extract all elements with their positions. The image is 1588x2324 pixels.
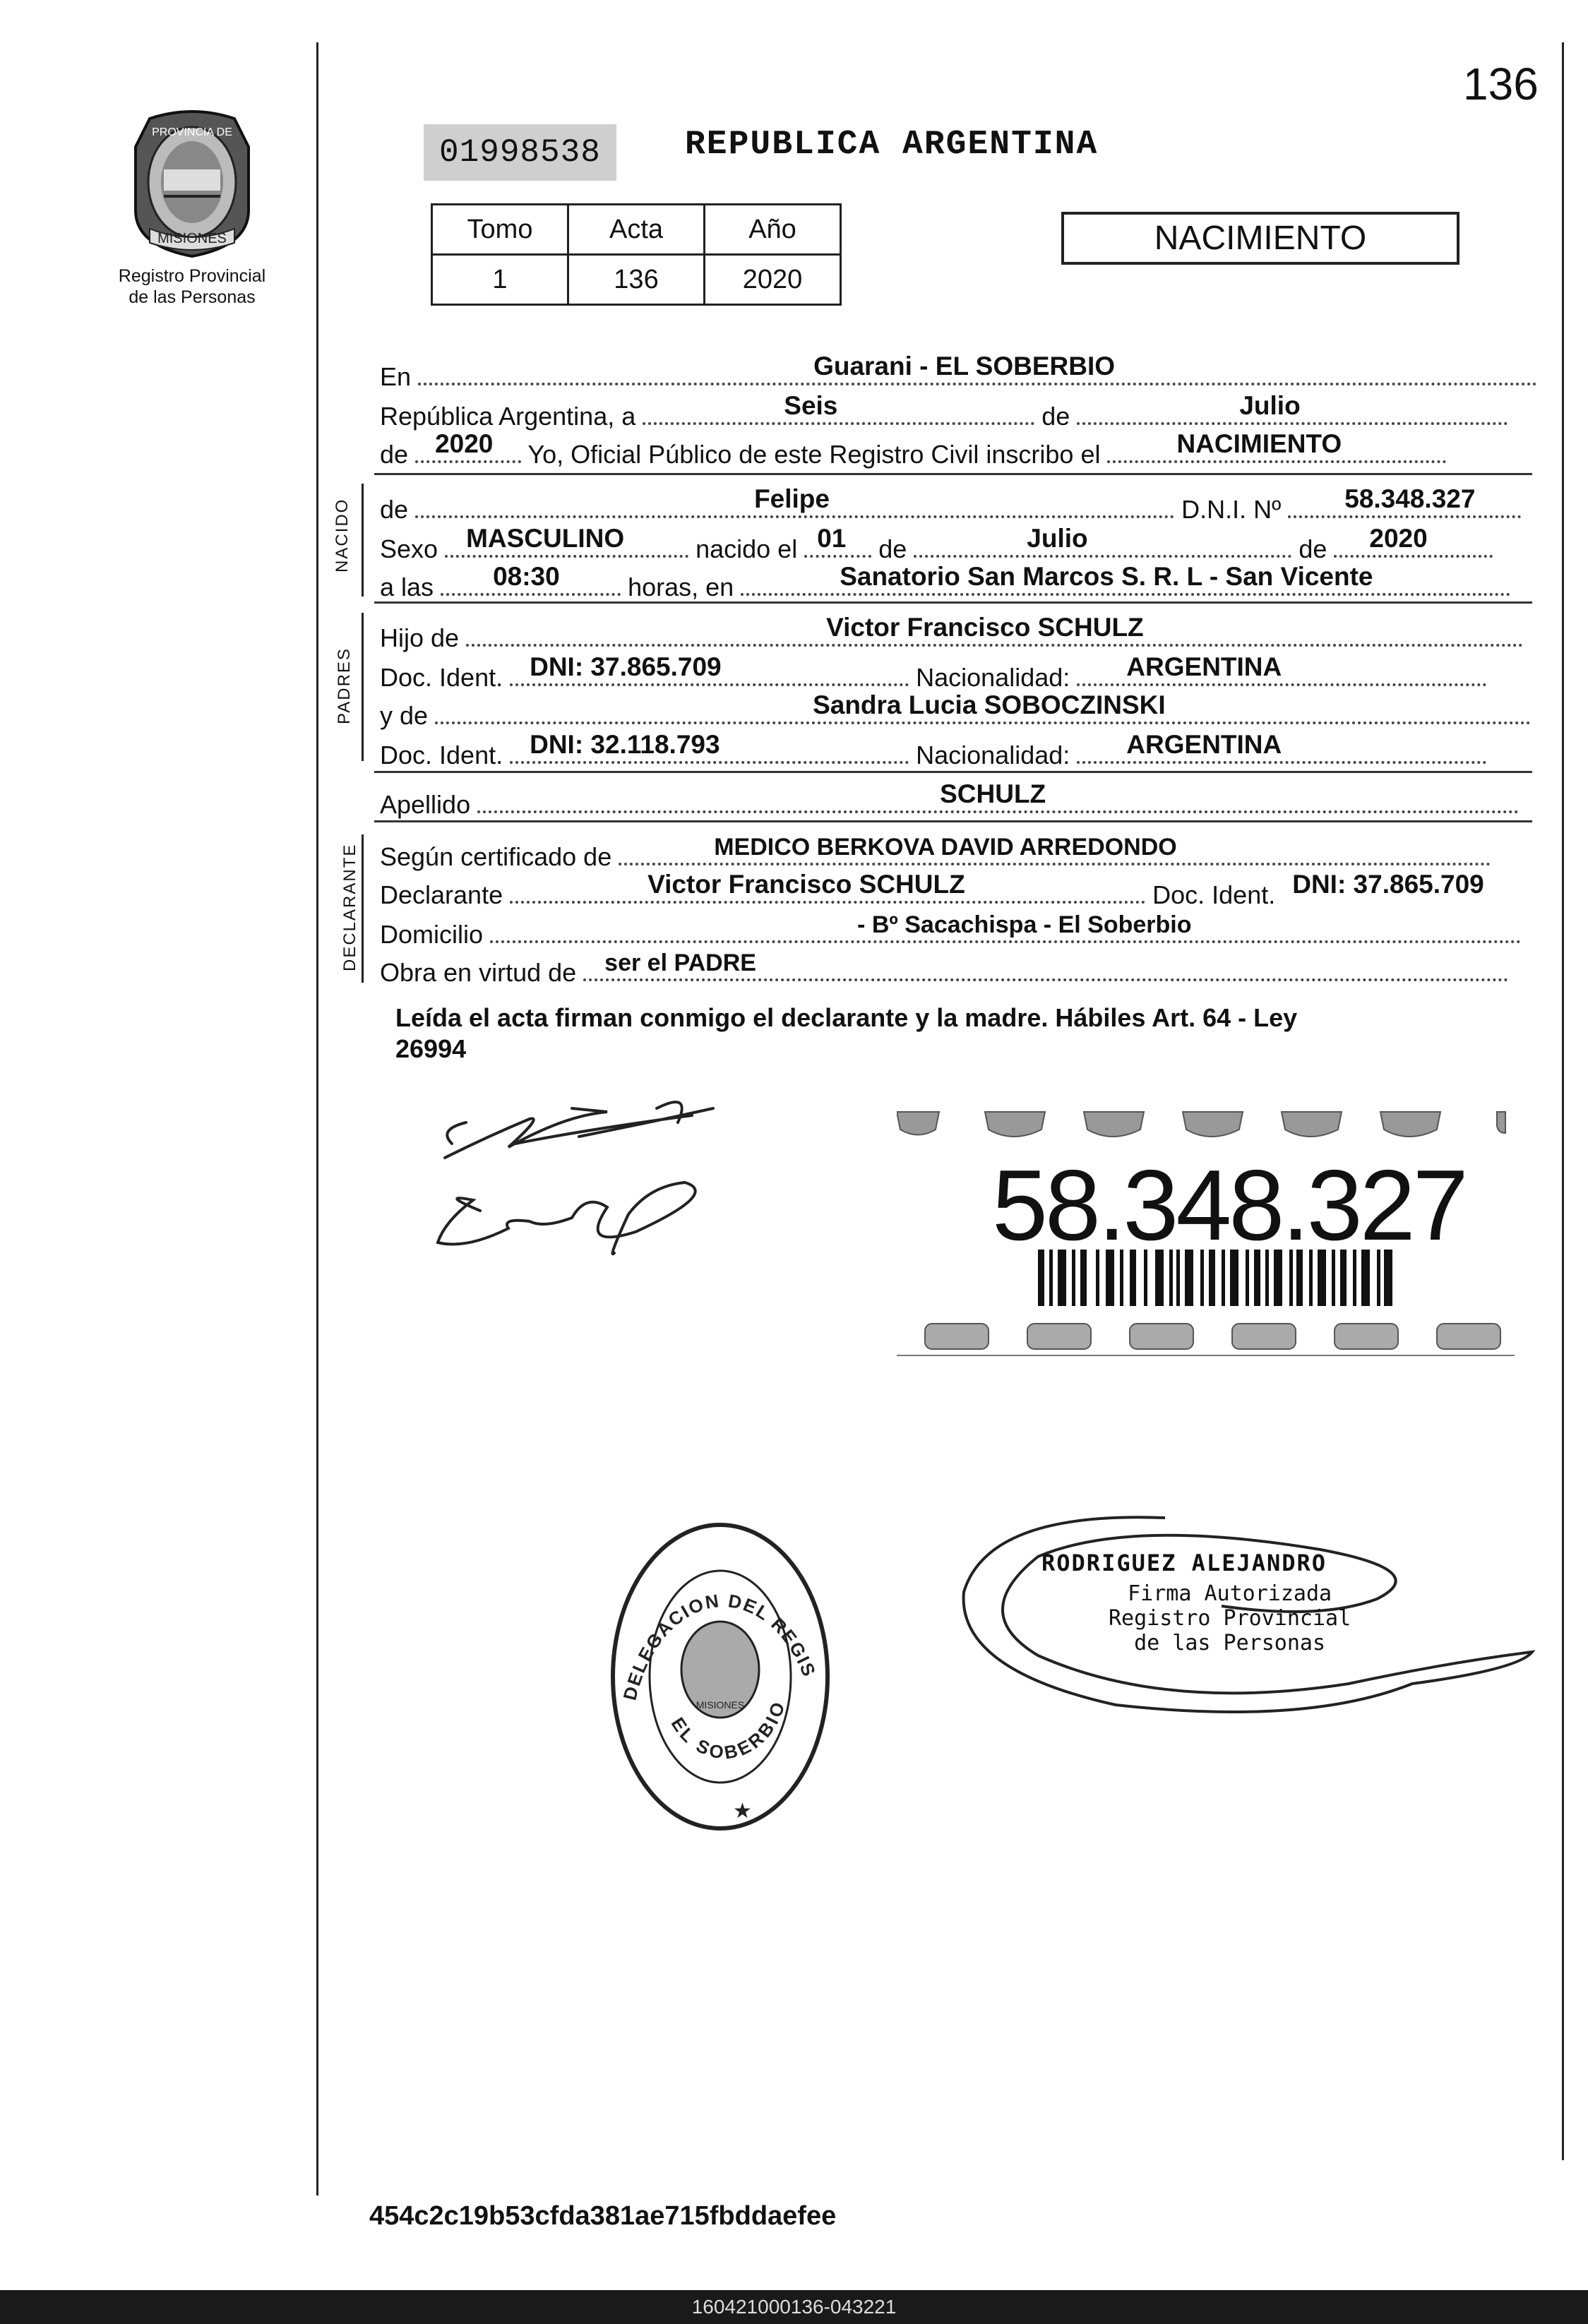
right-margin-rule (1562, 42, 1564, 2160)
field-surname (477, 779, 1519, 813)
value-birth-year: 2020 (1369, 524, 1428, 553)
registry-label-line1: Registro Provincial (118, 266, 266, 286)
seal-bottom-text: EL SOBERBIO (667, 1696, 790, 1763)
value-capacity: ser el PADRE (604, 950, 756, 976)
row-certificate (380, 834, 1491, 872)
official-name: RODRIGUEZ ALEJANDRO (1041, 1550, 1327, 1576)
act-table-header: Acta (568, 205, 705, 255)
row-surname (380, 779, 1519, 820)
row-father-doc (380, 652, 1486, 693)
row-declarant (380, 870, 1494, 910)
official-stamp-text (1109, 1581, 1351, 1655)
serial-number: 01998538 (424, 124, 616, 181)
value-father-doc: DNI: 37.865.709 (530, 652, 722, 681)
row-year (380, 429, 1446, 469)
seal-top-text: DELEGACION DEL REGIS (619, 1590, 820, 1703)
side-label-nacido: NACIDO (333, 498, 352, 573)
label-republica: República Argentina, a (380, 402, 636, 431)
dni-sticker (897, 1105, 1515, 1359)
row-place (380, 352, 1537, 392)
value-declarant: Victor Francisco SCHULZ (647, 870, 965, 899)
field-place (418, 352, 1537, 385)
field-declarant (510, 870, 1145, 904)
divider (374, 820, 1532, 822)
value-name: Felipe (754, 484, 830, 513)
official-stamp (953, 1500, 1560, 1733)
value-father: Victor Francisco SCHULZ (826, 613, 1144, 642)
field-declarant-doc (1282, 870, 1494, 904)
divider (374, 473, 1532, 475)
value-act: NACIMIENTO (1176, 429, 1342, 458)
divider (374, 601, 1532, 604)
field-father-nat (1077, 652, 1486, 686)
act-table-header: Año (705, 205, 841, 255)
signatures (424, 1087, 748, 1271)
field-day (643, 391, 1034, 425)
label-segun: Según certificado de (380, 842, 612, 871)
field-birth-month (914, 524, 1291, 558)
closing-line-1: Leída el acta firman conmigo el declarante y la madre. Hábiles Art. 64 - Ley (395, 1003, 1298, 1032)
field-capacity (583, 950, 1508, 981)
value-mother-doc: DNI: 32.118.793 (530, 730, 720, 759)
misiones-emblem (121, 104, 263, 261)
label-en: En (380, 362, 412, 391)
label-de: de (878, 534, 907, 563)
label-oficial: Yo, Oficial Público de este Registro Civil inscribo el (527, 440, 1101, 469)
value-mother: Sandra Lucia SOBOCZINSKI (813, 690, 1166, 719)
row-capacity (380, 950, 1508, 988)
value-birth-day: 01 (817, 524, 847, 553)
section-rule-declarante (362, 834, 364, 983)
official-line-4: de las Personas (1134, 1631, 1326, 1655)
field-name (415, 484, 1174, 518)
value-day: Seis (784, 391, 838, 420)
label-domicilio: Domicilio (380, 920, 484, 949)
value-month: Julio (1239, 391, 1301, 420)
label-alas: a las (380, 573, 434, 601)
label-obra: Obra en virtud de (380, 958, 577, 987)
act-table-value: 2020 (705, 255, 841, 305)
value-sex: MASCULINO (466, 524, 625, 553)
row-father (380, 613, 1523, 653)
section-rule-nacido (362, 484, 364, 597)
page-number: 136 (1463, 59, 1539, 109)
field-address (490, 911, 1521, 943)
label-doc: Doc. Ident. (380, 741, 503, 769)
value-year: 2020 (435, 429, 494, 458)
delegation-seal (607, 1518, 833, 1835)
label-de: de (380, 495, 409, 524)
value-birth-time: 08:30 (493, 562, 560, 591)
label-nacionalidad: Nacionalidad: (916, 663, 1070, 692)
label-doc: Doc. Ident. (1152, 880, 1276, 909)
label-yde: y de (380, 701, 429, 730)
left-margin-rule (316, 42, 318, 2196)
svg-text:MISIONES: MISIONES (157, 231, 227, 246)
closing-statement (395, 1002, 1497, 1065)
field-certificate (619, 834, 1491, 865)
value-father-nat: ARGENTINA (1126, 652, 1282, 681)
act-table-header: Tomo (432, 205, 568, 255)
row-name (380, 484, 1521, 525)
registry-label (100, 265, 284, 308)
seal-inner-text: MISIONES (696, 1699, 745, 1711)
closing-line-2: 26994 (395, 1034, 467, 1063)
value-surname: SCHULZ (940, 779, 1046, 808)
side-label-padres: PADRES (335, 647, 354, 724)
row-date (380, 391, 1508, 431)
label-dni: D.N.I. Nº (1181, 495, 1282, 524)
row-mother (380, 690, 1531, 731)
field-year (415, 429, 521, 463)
document-title: REPUBLICA ARGENTINA (685, 126, 1099, 164)
value-birth-place: Sanatorio San Marcos S. R. L - San Vicente (840, 562, 1373, 591)
label-de: de (1299, 534, 1327, 563)
seal-graphic (607, 1518, 833, 1835)
label-doc: Doc. Ident. (380, 663, 503, 692)
value-certificate: MEDICO BERKOVA DAVID ARREDONDO (714, 834, 1177, 861)
label-horas: horas, en (628, 573, 734, 601)
label-apellido: Apellido (380, 790, 471, 819)
row-birth-time (380, 562, 1510, 602)
label-sexo: Sexo (380, 534, 438, 563)
label-nacido: nacido el (696, 534, 798, 563)
act-table-value: 1 (432, 255, 568, 305)
label-de: de (1041, 402, 1070, 431)
value-birth-month: Julio (1027, 524, 1088, 553)
svg-text:PROVINCIA DE: PROVINCIA DE (152, 126, 232, 138)
footer-bar (0, 2290, 1588, 2324)
field-mother-nat (1077, 730, 1486, 764)
sticker-dni-number: 58.348.327 (992, 1149, 1466, 1262)
value-mother-nat: ARGENTINA (1126, 730, 1282, 759)
side-label-declarante: DECLARANTE (340, 843, 359, 971)
field-month (1077, 391, 1508, 425)
row-address (380, 911, 1521, 950)
act-type-box: NACIMIENTO (1061, 212, 1459, 265)
footer-code: 160421000136-043221 (691, 2296, 897, 2318)
value-declarant-doc: DNI: 37.865.709 (1292, 870, 1484, 899)
document-hash: 454c2c19b53cfda381ae715fbddaefee (369, 2201, 837, 2231)
svg-text:★: ★ (733, 1799, 752, 1823)
field-birth-time (441, 562, 621, 596)
value-place: Guarani - EL SOBERBIO (813, 352, 1116, 381)
label-declarante: Declarante (380, 880, 503, 909)
section-rule-padres (362, 613, 364, 761)
field-dni (1288, 484, 1521, 518)
value-address: - Bº Sacachispa - El Soberbio (857, 911, 1192, 938)
row-sex (380, 524, 1493, 564)
value-dni: 58.348.327 (1344, 484, 1476, 513)
field-father-doc (510, 652, 909, 686)
field-mother-doc (510, 730, 909, 764)
label-hijo: Hijo de (380, 623, 460, 652)
registry-label-line2: de las Personas (129, 287, 256, 307)
field-father (466, 613, 1523, 647)
field-birth-year (1334, 524, 1493, 558)
field-birth-day (804, 524, 871, 558)
field-mother (435, 690, 1531, 724)
act-table-value: 136 (568, 255, 705, 305)
act-table (431, 203, 842, 306)
label-nacionalidad: Nacionalidad: (916, 741, 1070, 769)
field-act (1107, 429, 1446, 463)
field-sex (445, 524, 688, 558)
official-line-3: Registro Provincial (1109, 1606, 1351, 1631)
field-birth-place (741, 562, 1510, 596)
divider (374, 771, 1532, 773)
row-mother-doc (380, 730, 1486, 770)
label-de: de (380, 440, 409, 469)
official-line-2: Firma Autorizada (1128, 1581, 1332, 1606)
